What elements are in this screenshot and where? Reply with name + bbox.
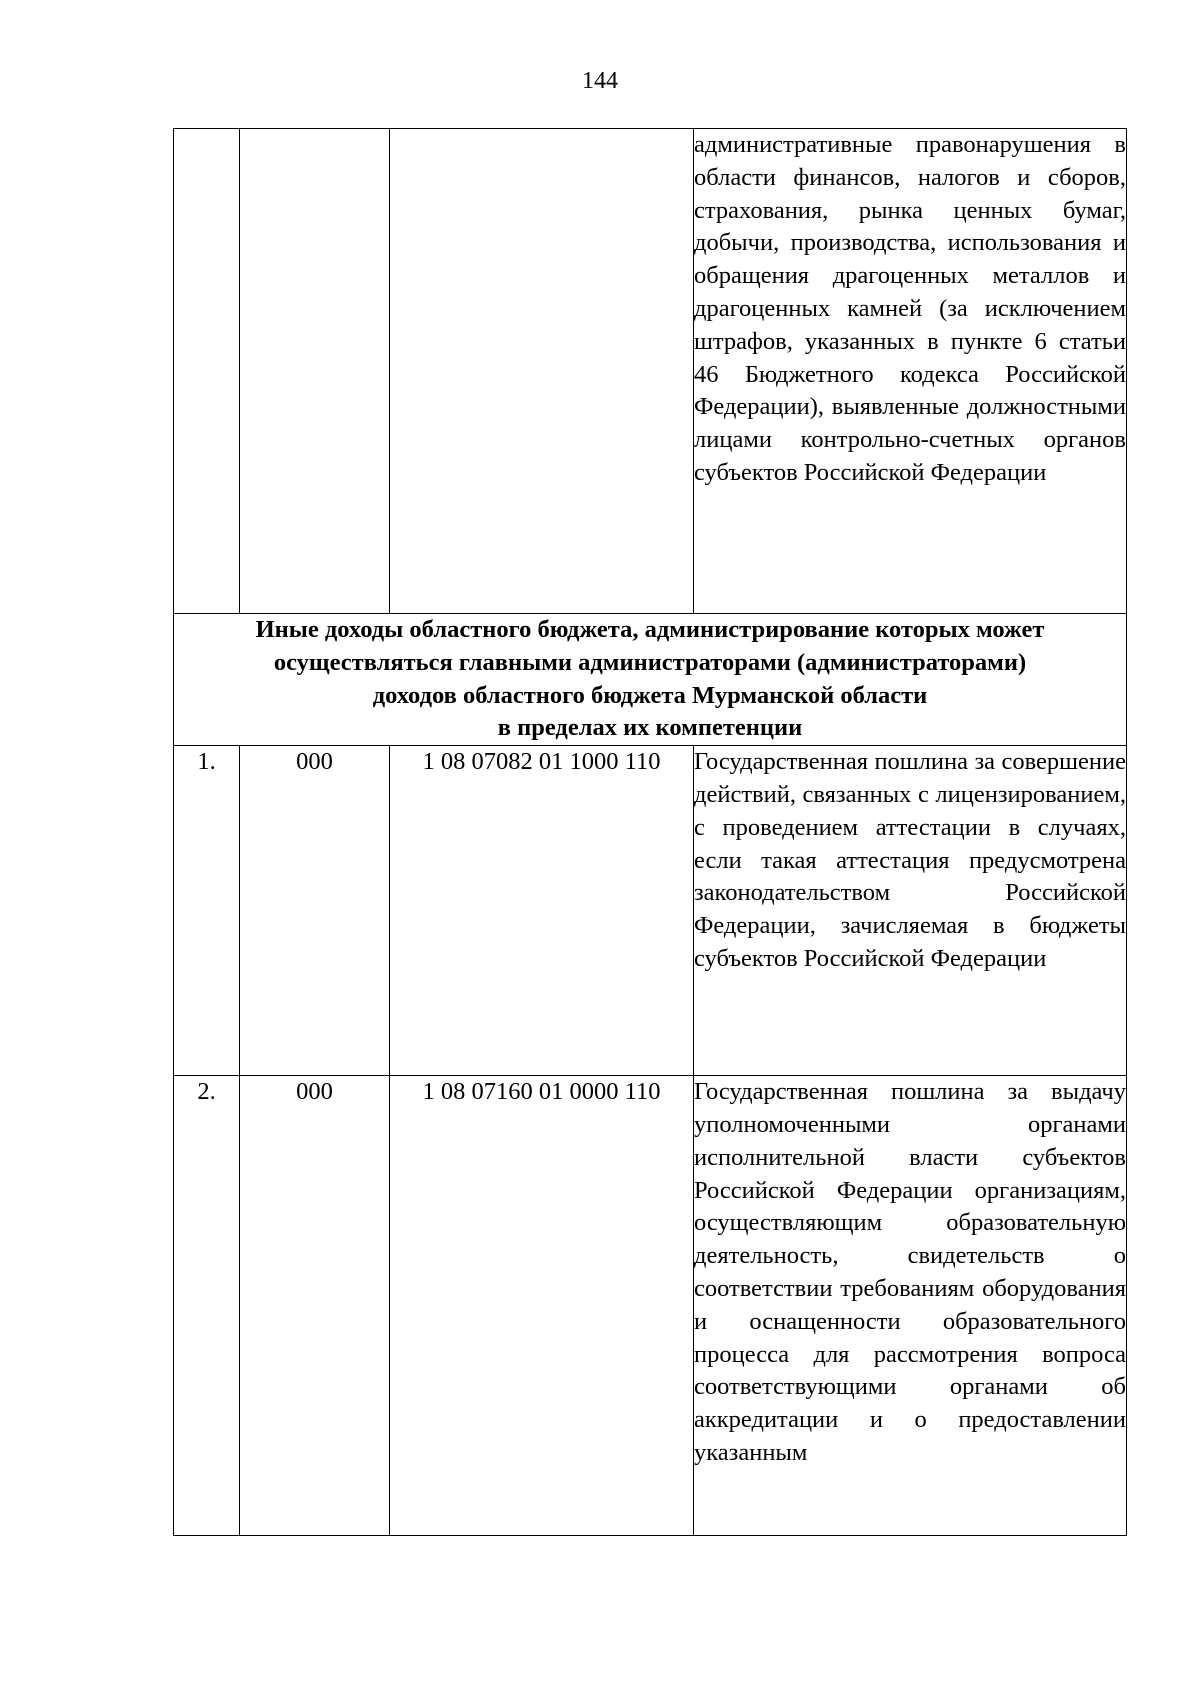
cell-description — [694, 746, 1127, 1076]
table-row — [174, 746, 1127, 1076]
description-text: Государственная пошлина за совершение действий, связанных с лицензированием, с проведением аттестации в случаях, если такая аттестация предусмотрена законодательством Российской Федерации, зачисляемая в бюджеты субъектов Российской Федерации — [694, 748, 1126, 972]
section-heading-line: в пределах их компетенции — [497, 714, 803, 742]
cell-admin: 000 — [240, 1076, 390, 1536]
revenue-table — [173, 128, 1127, 1536]
cell-code — [390, 129, 694, 614]
description-text: Государственная пошлина за выдачу уполномоченными органами исполнительной власти субъектов Российской Федерации организациям, осуществляющим образовательную деятельность, свидетельств о соответствии требованиям оборудования и оснащенности образовательного процесса для рассмотрения вопроса соответствующими органами об аккредитации и о предоставлении указанным — [694, 1078, 1126, 1466]
cell-num — [174, 129, 240, 614]
table-row-section — [174, 614, 1127, 746]
section-heading-line: доходов областного бюджета Мурманской области — [372, 681, 928, 709]
page-number: 144 — [582, 68, 618, 94]
section-heading-line: осуществляться главными администраторами (администраторами) — [273, 648, 1027, 676]
cell-num: 1. — [174, 746, 240, 1076]
cell-admin: 000 — [240, 746, 390, 1076]
description-text: административные правонарушения в области финансов, налогов и сборов, страхования, рынка ценных бумаг, добычи, производства, использования и обращения драгоценных металлов и драгоценных камней (за исключением штрафов, указанных в пункте 6 статьи 46 Бюджетного кодекса Российской Федерации), выявленные должностными лицами контрольно-счетных органов субъектов Российской Федерации — [694, 131, 1126, 486]
cell-description — [694, 129, 1127, 614]
table-row-continuation — [174, 129, 1127, 614]
cell-code: 1 08 07082 01 1000 110 — [390, 746, 694, 1076]
table-row — [174, 1076, 1127, 1536]
section-heading — [174, 614, 1127, 746]
cell-code: 1 08 07160 01 0000 110 — [390, 1076, 694, 1536]
section-heading-line: Иные доходы областного бюджета, администрирование которых может — [255, 616, 1045, 643]
cell-admin — [240, 129, 390, 614]
cell-description — [694, 1076, 1127, 1536]
cell-num: 2. — [174, 1076, 240, 1536]
